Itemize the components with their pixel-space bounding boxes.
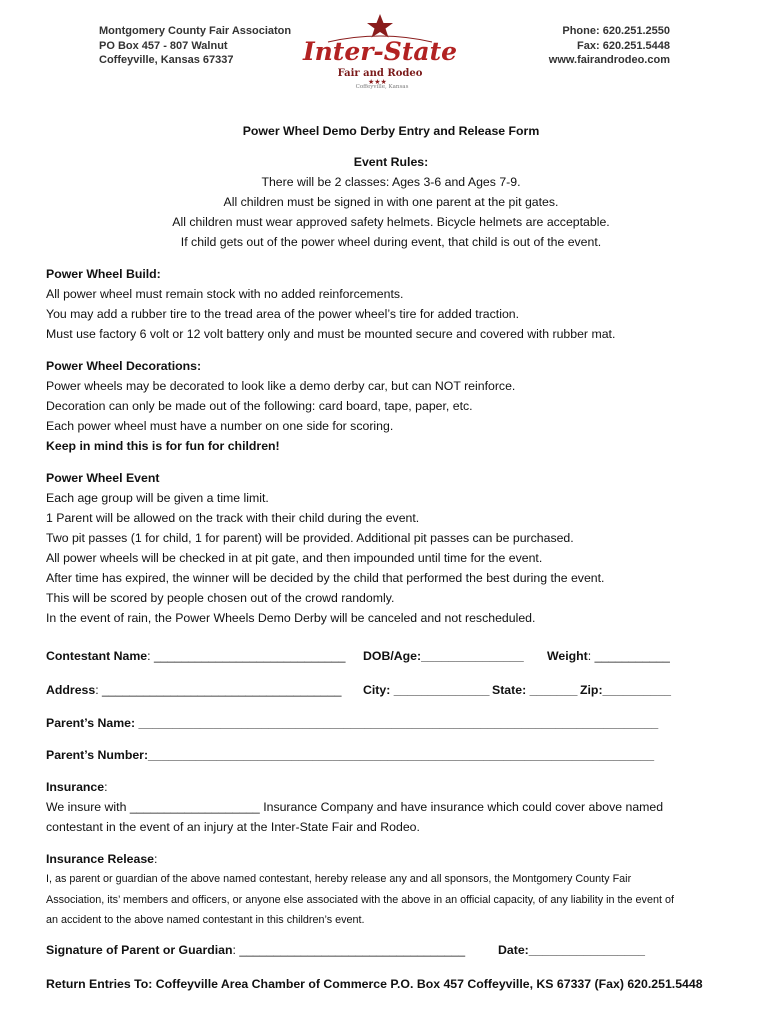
- parent-name-field[interactable]: Parent’s Name: ____________________________________________________________________________: [46, 716, 659, 730]
- form-body: [46, 121, 736, 994]
- form-title: Power Wheel Demo Derby Entry and Release Form: [242, 124, 540, 138]
- logo-sub-text: Fair and Rodeo: [337, 68, 423, 79]
- insurance-heading: Insurance:: [46, 780, 108, 794]
- signature-row: [46, 940, 736, 960]
- release-line: Association, its’ members and officers, or anyone else associated with the above in an official capacity, of any liability in the event of: [46, 893, 674, 906]
- decorations-line: Each power wheel must have a number on one side for scoring.: [46, 419, 394, 433]
- event-line: All power wheels will be checked in at pit gate, and then impounded until time for the event.: [46, 551, 543, 565]
- signature-field[interactable]: Signature of Parent or Guardian: _________________________________: [46, 942, 466, 957]
- org-city: Coffeyville, Kansas 67337: [99, 54, 234, 66]
- org-name: Montgomery County Fair Associaton: [99, 25, 292, 37]
- state-field[interactable]: State: _______: [492, 683, 578, 697]
- return-entries-line: Return Entries To: Coffeyville Area Chamber of Commerce P.O. Box 457 Coffeyville, KS 67337 (Fax) 620.251.5448: [46, 976, 703, 991]
- event-rules-heading: Event Rules:: [353, 155, 429, 169]
- event-line: After time has expired, the winner will be decided by the child that performed the best during the event.: [46, 571, 605, 585]
- logo-tag-text: Coffeyville, Kansas: [355, 84, 409, 90]
- address-row: [46, 680, 736, 700]
- city-field[interactable]: City: ______________: [363, 683, 490, 697]
- logo-main-text: Inter-State: [302, 37, 458, 66]
- event-rule-line: If child gets out of the power wheel during event, that child is out of the event.: [180, 235, 602, 249]
- event-line: 1 Parent will be allowed on the track with their child during the event.: [46, 511, 420, 525]
- event-line: In the event of rain, the Power Wheels Demo Derby will be canceled and not rescheduled.: [46, 611, 536, 625]
- decorations-line: Power wheels may be decorated to look like a demo derby car, but can NOT reinforce.: [46, 379, 516, 393]
- event-line: Each age group will be given a time limit.: [46, 491, 269, 505]
- insurance-line: contestant in the event of an injury at the Inter-State Fair and Rodeo.: [46, 820, 420, 834]
- event-rule-line: All children must be signed in with one parent at the pit gates.: [223, 195, 559, 209]
- event-line: Two pit passes (1 for child, 1 for parent) will be provided. Additional pit passes can be purchased.: [46, 531, 574, 545]
- date-field[interactable]: Date:_________________: [498, 942, 646, 957]
- contestant-name-field[interactable]: Contestant Name: ____________________________: [46, 649, 346, 663]
- event-line: This will be scored by people chosen out of the crowd randomly.: [46, 591, 395, 605]
- event-heading: Power Wheel Event: [46, 471, 160, 485]
- phone-text: Phone: 620.251.2550: [562, 25, 670, 37]
- release-line: I, as parent or guardian of the above named contestant, hereby release any and all sponsors, the Montgomery County Fair: [46, 873, 632, 885]
- contact-block: [549, 24, 670, 68]
- weight-field[interactable]: Weight: ___________: [547, 649, 670, 663]
- inter-state-fair-logo: [302, 12, 458, 96]
- event-rule-line: All children must wear approved safety helmets. Bicycle helmets are acceptable.: [172, 215, 610, 229]
- release-line: an accident to the above named contestant in this children’s event.: [46, 914, 365, 926]
- build-heading: Power Wheel Build:: [46, 267, 161, 281]
- zip-field[interactable]: Zip:__________: [580, 683, 671, 697]
- decorations-heading: Power Wheel Decorations:: [46, 359, 202, 373]
- fax-text: Fax: 620.251.5448: [577, 39, 670, 52]
- star-icon: ★★★: [368, 79, 387, 86]
- build-line: You may add a rubber tire to the tread area of the power wheel’s tire for added traction.: [46, 307, 520, 321]
- website-link[interactable]: www.fairandrodeo.com: [548, 54, 670, 66]
- build-line: Must use factory 6 volt or 12 volt battery only and must be mounted secure and covered with rubber mat.: [46, 327, 616, 341]
- address-field[interactable]: Address: ___________________________________: [46, 683, 342, 697]
- build-line: All power wheel must remain stock with no added reinforcements.: [46, 287, 404, 301]
- insurance-line[interactable]: We insure with ___________________ Insurance Company and have insurance which could cover above named: [46, 800, 664, 814]
- release-heading: Insurance Release:: [46, 852, 158, 866]
- fun-note: Keep in mind this is for fun for children!: [46, 439, 280, 453]
- decorations-line: Decoration can only be made out of the following: card board, tape, paper, etc.: [46, 399, 473, 413]
- org-po-box: PO Box 457 - 807 Walnut: [99, 39, 228, 52]
- dob-age-field[interactable]: DOB/Age:_______________: [363, 649, 524, 663]
- contestant-row: [46, 646, 736, 666]
- parent-number-field[interactable]: Parent’s Number:__________________________________________________________________________: [46, 748, 655, 762]
- org-address-block: [99, 24, 291, 68]
- event-rule-line: There will be 2 classes: Ages 3-6 and Ages 7-9.: [261, 175, 521, 189]
